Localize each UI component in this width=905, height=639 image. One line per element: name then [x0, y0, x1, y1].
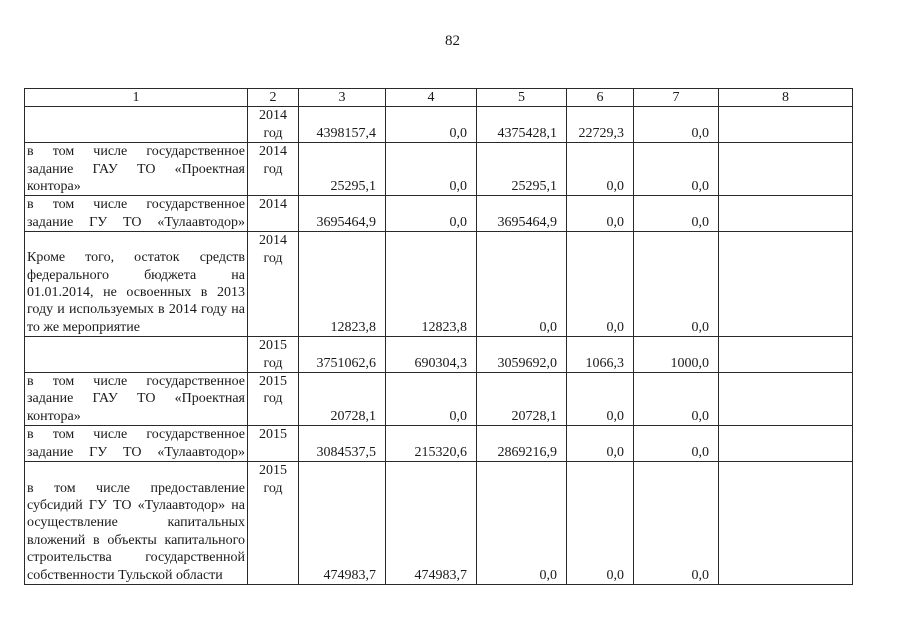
column-header: 2: [248, 89, 299, 107]
column-header: 1: [25, 89, 248, 107]
value-regional: 4375428,1: [477, 107, 567, 143]
table-row: [25, 143, 853, 196]
value-total: 20728,1: [299, 373, 386, 426]
year-number: 2015: [259, 427, 287, 443]
table-row: [25, 107, 853, 143]
column-header: 7: [634, 89, 719, 107]
year-unit: год: [263, 355, 283, 371]
budget-table: [24, 88, 853, 585]
value-federal: 0,0: [386, 373, 477, 426]
value-col8: [719, 462, 853, 585]
row-description: Кроме того, остаток средств федерального бюджета на 01.01.2014, не освоенных в 2013 году и используемых в 2014 году на то же мероприятие: [25, 232, 248, 337]
table-row: [25, 426, 853, 462]
value-regional: 0,0: [477, 232, 567, 337]
year-unit: год: [263, 480, 283, 496]
row-year: [248, 196, 299, 232]
table-row: [25, 196, 853, 232]
value-col8: [719, 107, 853, 143]
column-header: 8: [719, 89, 853, 107]
year-number: 2015: [259, 374, 287, 390]
value-total: 25295,1: [299, 143, 386, 196]
value-col8: [719, 196, 853, 232]
value-regional: 20728,1: [477, 373, 567, 426]
value-municipal: 0,0: [567, 373, 634, 426]
row-description: в том числе государственное задание ГАУ ТО «Проектная контора»: [25, 373, 248, 426]
row-year: [248, 143, 299, 196]
value-municipal: 0,0: [567, 462, 634, 585]
value-municipal: 22729,3: [567, 107, 634, 143]
value-col8: [719, 232, 853, 337]
year-number: 2014: [259, 108, 287, 124]
row-year: [248, 373, 299, 426]
value-municipal: 0,0: [567, 426, 634, 462]
value-municipal: 1066,3: [567, 337, 634, 373]
row-description: в том числе государственное задание ГУ ТО «Тулаавтодор»: [25, 426, 248, 462]
year-number: 2014: [259, 144, 287, 160]
value-col8: [719, 337, 853, 373]
table-row: [25, 373, 853, 426]
row-year: [248, 337, 299, 373]
year-number: 2014: [259, 197, 287, 213]
table-row: [25, 462, 853, 585]
value-total: 4398157,4: [299, 107, 386, 143]
value-total: 474983,7: [299, 462, 386, 585]
value-total: 12823,8: [299, 232, 386, 337]
value-regional: 2869216,9: [477, 426, 567, 462]
value-federal: 690304,3: [386, 337, 477, 373]
value-other: 0,0: [634, 426, 719, 462]
value-regional: 3695464,9: [477, 196, 567, 232]
row-description: в том числе предоставление субсидий ГУ ТО «Тулаавтодор» на осуществление капитальных вложений в объекты капитального строительства государственной собственности Тульской области: [25, 462, 248, 585]
value-col8: [719, 373, 853, 426]
column-header: 4: [386, 89, 477, 107]
value-federal: 0,0: [386, 196, 477, 232]
value-other: 0,0: [634, 107, 719, 143]
year-number: 2015: [259, 338, 287, 354]
table-row: [25, 337, 853, 373]
year-unit: год: [263, 161, 283, 177]
value-other: 0,0: [634, 462, 719, 585]
value-other: 0,0: [634, 143, 719, 196]
value-other: 1000,0: [634, 337, 719, 373]
column-header: 3: [299, 89, 386, 107]
value-municipal: 0,0: [567, 143, 634, 196]
row-year: [248, 232, 299, 337]
value-federal: 0,0: [386, 143, 477, 196]
table-row: [25, 232, 853, 337]
value-other: 0,0: [634, 373, 719, 426]
value-other: 0,0: [634, 196, 719, 232]
year-number: 2015: [259, 463, 287, 479]
year-number: 2014: [259, 233, 287, 249]
value-federal: 0,0: [386, 107, 477, 143]
row-description: в том числе государственное задание ГУ ТО «Тулаавтодор»: [25, 196, 248, 232]
value-municipal: 0,0: [567, 232, 634, 337]
value-total: 3695464,9: [299, 196, 386, 232]
header-row: [25, 89, 853, 107]
row-description: [25, 337, 248, 373]
value-total: 3751062,6: [299, 337, 386, 373]
row-year: [248, 426, 299, 462]
year-unit: год: [263, 125, 283, 141]
value-regional: 25295,1: [477, 143, 567, 196]
value-col8: [719, 143, 853, 196]
value-federal: 215320,6: [386, 426, 477, 462]
column-header: 5: [477, 89, 567, 107]
value-municipal: 0,0: [567, 196, 634, 232]
row-year: [248, 107, 299, 143]
column-header: 6: [567, 89, 634, 107]
value-regional: 3059692,0: [477, 337, 567, 373]
row-description: [25, 107, 248, 143]
row-year: [248, 462, 299, 585]
row-description: в том числе государственное задание ГАУ ТО «Проектная контора»: [25, 143, 248, 196]
year-unit: год: [263, 391, 283, 407]
value-total: 3084537,5: [299, 426, 386, 462]
value-federal: 12823,8: [386, 232, 477, 337]
year-unit: год: [263, 250, 283, 266]
page-number: 82: [445, 33, 460, 49]
value-regional: 0,0: [477, 462, 567, 585]
value-other: 0,0: [634, 232, 719, 337]
value-federal: 474983,7: [386, 462, 477, 585]
value-col8: [719, 426, 853, 462]
